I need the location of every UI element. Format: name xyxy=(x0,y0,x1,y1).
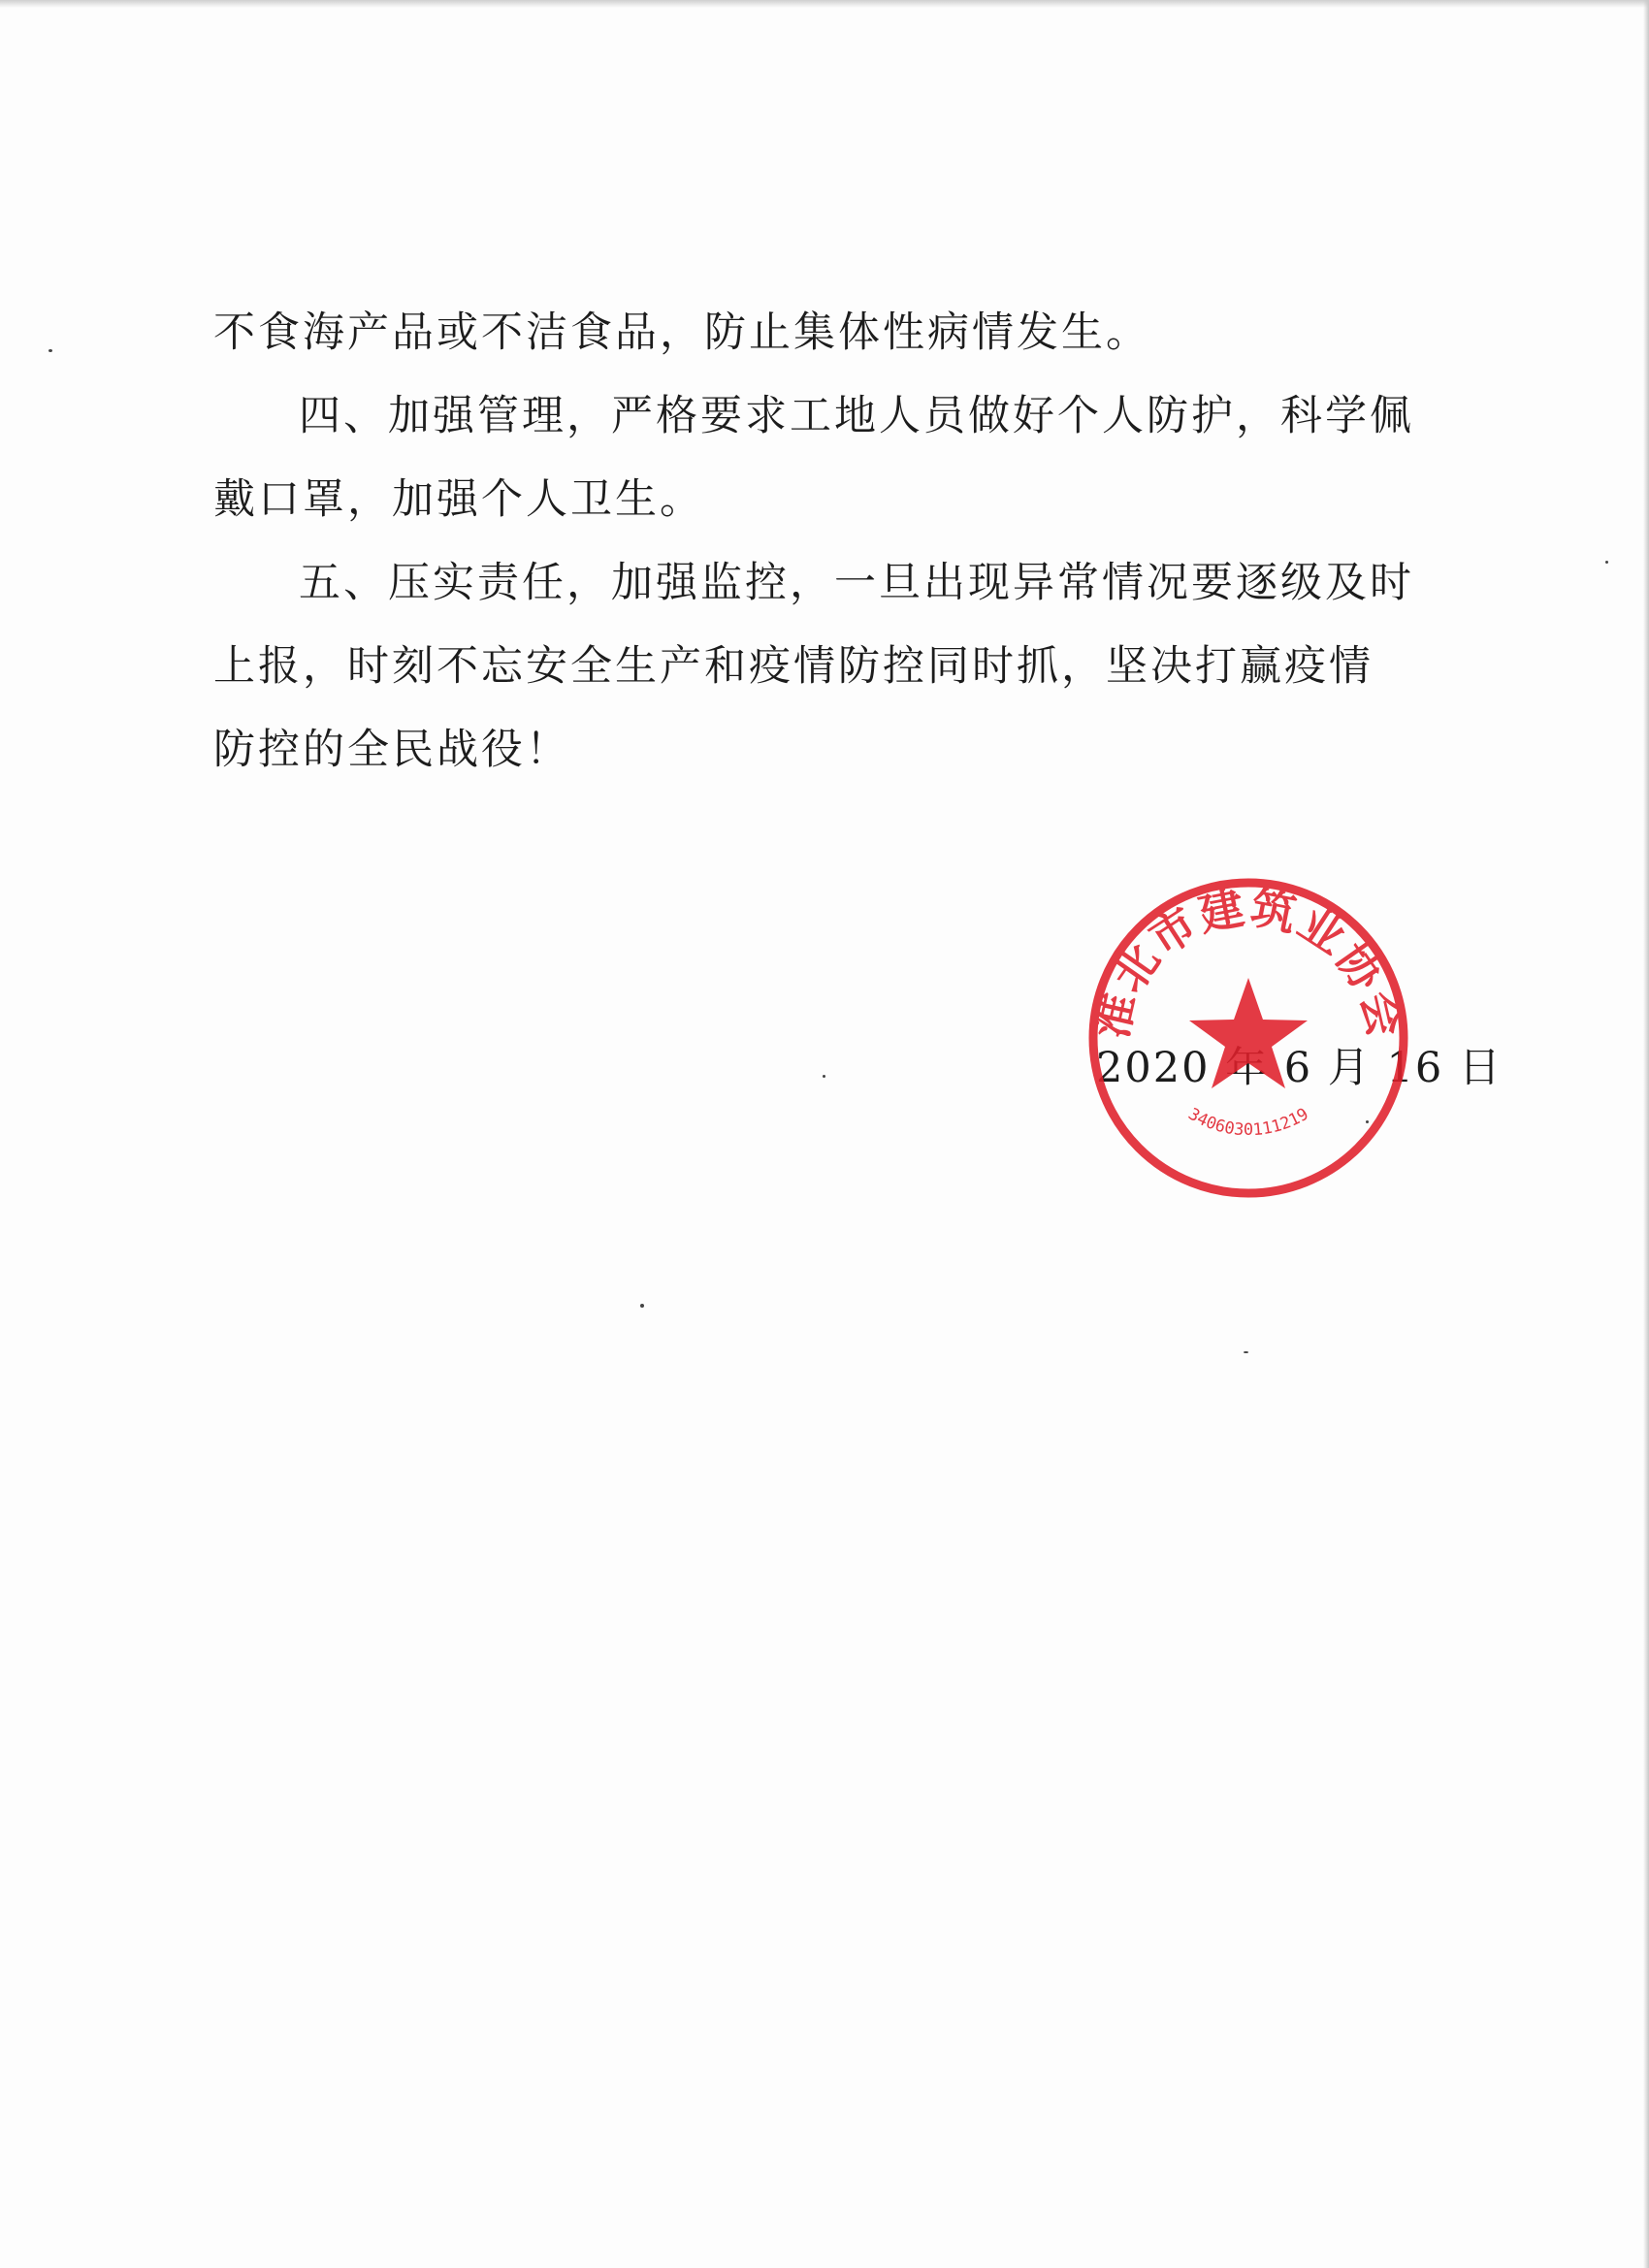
seal-code: 3406030111219 xyxy=(1184,1104,1312,1141)
scan-speck xyxy=(640,1304,644,1308)
document-date: 2020 年 6 月 16 日 xyxy=(1096,1044,1503,1092)
scan-edge-top xyxy=(0,0,1649,8)
scan-speck xyxy=(1605,561,1608,564)
seal-org-text: 淮北市建筑业协会 xyxy=(1083,881,1413,1044)
seal-star-icon xyxy=(1189,978,1308,1088)
paragraph-item-four: 四、加强管理，严格要求工地人员做好个人防护，科学佩戴口罩，加强个人卫生。 xyxy=(213,392,1414,524)
scan-speck xyxy=(823,1075,825,1078)
svg-text:3406030111219 xyxy=(1184,1105,1311,1141)
official-seal xyxy=(1079,868,1418,1208)
paragraph-item-five: 五、压实责任，加强监控，一旦出现异常情况要逐级及时上报，时刻不忘安全生产和疫情防控同时抓，坚决打赢疫情防控的全民战役！ xyxy=(213,559,1414,774)
paragraph-continuation: 不食海产品或不洁食品，防止集体性病情发生。 xyxy=(213,308,1150,357)
scan-speck xyxy=(48,349,52,352)
scan-edge-right xyxy=(1643,0,1649,2268)
scan-speck xyxy=(1244,1351,1248,1353)
